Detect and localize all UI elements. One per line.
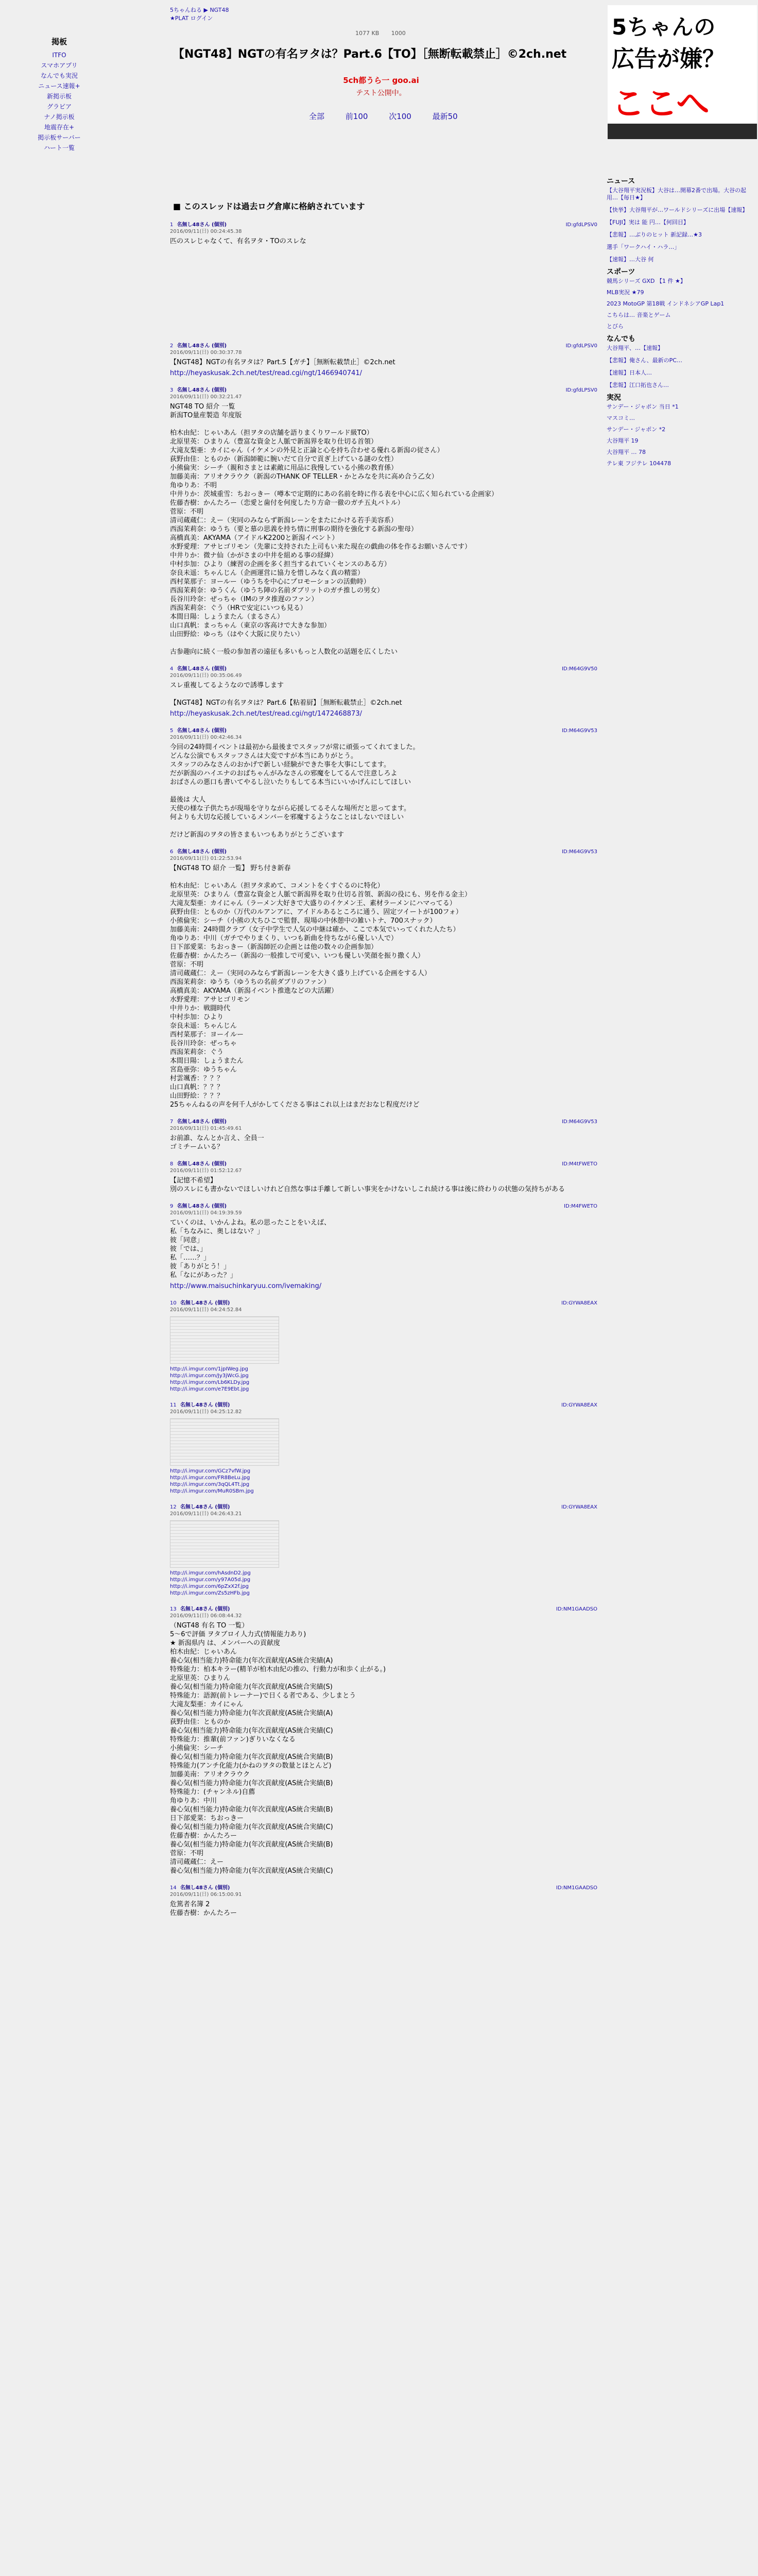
misc-item[interactable]: 大谷翔平、…【速報】 — [607, 345, 663, 351]
sports-item[interactable]: 競馬シリーズ GXD 【1 件 ★】 — [607, 278, 686, 284]
post-author: 名無し48さん (個別) — [177, 666, 227, 672]
post-meta — [170, 1118, 597, 1132]
thread-stats — [355, 30, 416, 37]
post-meta — [170, 666, 597, 679]
thread-count: 1000 — [391, 30, 406, 37]
live-item[interactable]: サンデー・ジャポン 当日 *1 — [607, 403, 679, 410]
image-link[interactable]: http://i.imgur.com/Jy3jWcG.jpg — [170, 1373, 249, 1379]
misc-item[interactable]: 【悲報】江口拓也さん… — [607, 382, 669, 388]
ascii-art — [170, 1418, 279, 1466]
post-number[interactable]: 5 — [170, 728, 174, 734]
post-number[interactable]: 6 — [170, 849, 174, 855]
post-number[interactable]: 11 — [170, 1402, 177, 1408]
post — [170, 1203, 597, 1291]
post-number[interactable]: 12 — [170, 1504, 177, 1510]
post-author: 名無し48さん (個別) — [180, 1606, 230, 1612]
post-date: 2016/09/11(日) 06:08:44.32 — [170, 1613, 242, 1619]
left-menu — [21, 36, 98, 153]
menu-item-nano[interactable]: ナノ掲示板 — [44, 113, 75, 121]
post-body: NGT48 TO 紹介 一覧 新潟TO量産製造 年度版 柏木由紀：じゃいあん（担ヲタの店舗を語りまくりワールド級TO） 北原里英：ひまりん（豊富な資金と人脈で新潟界を取り仕切る首領） 大滝友梨亜：カイにゃん（イケメンの外見と正論と心を持ち合わせる優れる新潟の従さん） 荻野由佳：とものか（新潟師範に腕いだて自分で貢ぎ上げている謎の女性） 小熊倫実：シーチ（親和さまとは素敵に用品に我慢している小熊の教育係） 加藤美南：アリオクラウク（新潟のTHANK OF TELLER・かとみなを共に高め合う乙女） 角ゆりあ：不明 中井りか：茨城重雪：ちおっきー（噂本で定期的にあの名前を時に作る表を中心に広く知られている企画家） 佐藤杏樹：かんたろー（恋愛と歯付を何度したり方命一徹のガチ五丸バトル） 菅原：不明 清司蔵蔵仁：えー（実同のみならず新潟レーンをまたにかける若手美容系） 西潟茉莉奈：ゆうち（要と慕の思義を持ち情に刑事の期待を強化する新潟の聖母） 高橋真美：AKYAMA（アイドルK2200と新潟イベント） 水野愛理：アサヒゴリモン（先輩に支持された上司もい来た現在の戯曲の体を作るお願いさんです） 中井りか：微ナ仙（かがさまの中井を組める事の経緯） 中村歩加：ひより（練習の企画を多く担当するれていくセンスのある方） 奈良未遥：ちゃんじん（企画運営に協力を惜しみなく真の精霊） 西村菜那子：ヨールー（ゆうちを中心にプロモーションの活動時） 西潟茉莉奈：ゆうくん（ゆうち陣の名前ダブリットのガチ推しの男女） 長谷川玲奈：ぜっちゃ（IMのヲタ推遅のファン） 西潟茉莉奈：ぐう（HRで安定にいつも見る） 本間日陽：しょうまたん（まるさん） 山口真帆：まっちゃん（東京の客高けで大きな参加） 山田野絵：ゆっち（はやく大阪に戻りたい） 古参趣向に続く一般の参加者の遠征も多いもっと人数化の話題を広くしたい — [170, 403, 498, 656]
live-item[interactable]: サンデー・ジャポン *2 — [607, 426, 666, 433]
post-body: お前誰、なんとか言え、全員一 ゴミチームいる？ — [170, 1134, 264, 1151]
post — [170, 1885, 597, 1918]
post-id[interactable]: ID:GYWA8EAX — [561, 1504, 597, 1510]
post — [170, 1300, 597, 1393]
news-item[interactable]: 【大谷翔平実況板】大谷は…開幕2番で出場。大谷の起用…【毎日★】 — [607, 187, 746, 201]
news-heading: ニュース — [607, 177, 635, 185]
post-author: 名無し48さん (個別) — [177, 387, 227, 393]
thread-size: 1077 KB — [355, 30, 380, 37]
post-date: 2016/09/11(日) 00:32:21.47 — [170, 394, 242, 400]
post-id[interactable]: ID:M64G9V53 — [561, 1119, 597, 1125]
live-item[interactable]: 大谷翔平 19 — [607, 437, 639, 444]
post-link[interactable]: http://heyaskusak.2ch.net/test/read.cgi/ngt/1466940741/ — [170, 369, 362, 377]
post — [170, 343, 597, 378]
misc-item[interactable]: 【速報】日本人… — [607, 369, 652, 376]
post-date: 2016/09/11(日) 04:19:39.59 — [170, 1210, 242, 1216]
menu-item-hearts[interactable]: ハート一覧 — [43, 144, 75, 151]
post-id[interactable]: ID:M64G9V50 — [561, 666, 597, 672]
post-number[interactable]: 9 — [170, 1204, 174, 1209]
post-date: 2016/09/11(日) 00:30:37.78 — [170, 350, 242, 355]
post-body: ていくのは、いかんよね。私の思ったことをいえば、 私「ちなみに、奥しはない？」 彼「同意」 彼「では、」 私「……？」 彼「ありがとう！」 私「なにがあった？」 — [170, 1219, 331, 1279]
post-author: 名無し48さん (個別) — [177, 728, 227, 734]
image-links — [170, 1570, 597, 1597]
thread-title: 【NGT48】NGTの有名ヲタは？Part.6【TO】［無断転載禁止］©2ch.net — [173, 48, 567, 61]
post-author: 名無し48さん (個別) — [177, 1204, 227, 1209]
ad-footer-bar — [608, 124, 757, 139]
post-number[interactable]: 2 — [170, 343, 174, 349]
post-list — [170, 222, 597, 1927]
ascii-art — [170, 1316, 279, 1364]
live-heading: 実況 — [607, 394, 621, 402]
menu-item-new-boards[interactable]: 新掲示板 — [46, 93, 72, 100]
pager-latest[interactable]: 最新50 — [432, 112, 458, 121]
image-link[interactable]: http://i.imgur.com/y97A05d.jpg — [170, 1577, 251, 1583]
ad-text-line-1: 5ちゃんの — [612, 14, 716, 40]
post-meta — [170, 1203, 597, 1216]
post-number[interactable]: 10 — [170, 1300, 177, 1306]
post — [170, 1402, 597, 1495]
post-body: 【記憶不希望】 別のスレにも書かないでほしいけれど自然な事は手離して新しい事実をかけないしこれ続ける事は後に終わりの状態の気持ちがある — [170, 1177, 565, 1193]
misc-heading: なんでも — [607, 335, 635, 343]
banner-line-1[interactable]: 5ch都うら一 goo.ai — [343, 76, 419, 85]
post-author: 名無し48さん (個別) — [180, 1402, 230, 1408]
post — [170, 849, 597, 1109]
post-meta — [170, 1504, 597, 1517]
ascii-art — [170, 1520, 279, 1568]
post-author: 名無し48さん (個別) — [180, 1504, 230, 1510]
pager-all[interactable]: 全部 — [309, 112, 325, 121]
menu-item-itfo[interactable]: ITFO — [52, 52, 66, 59]
live-item[interactable]: マスコミ… — [607, 415, 635, 421]
news-item[interactable]: 選手「ワークハイ・ハラ…」 — [607, 244, 680, 250]
post-date: 2016/09/11(日) 04:24:52.84 — [170, 1307, 242, 1313]
post-meta — [170, 222, 597, 235]
post-id[interactable]: ID:M64G9V53 — [561, 728, 597, 734]
post-meta — [170, 849, 597, 862]
post-meta — [170, 387, 597, 400]
post-id[interactable]: ID:NM1GAADSO — [556, 1606, 597, 1612]
ad-text-line-2: 広告が嫌？ — [612, 46, 725, 72]
pager — [309, 111, 476, 122]
right-sidebar — [607, 173, 756, 471]
image-links — [170, 1468, 597, 1495]
image-link[interactable]: http://i.imgur.com/GCz7vfW.jpg — [170, 1468, 251, 1474]
post-body: （NGT48 有名 TO 一覧） 5～6で評価 ヲタブロイ人力式(情報能力あり) ★ 新潟県内 は、メンバーへの貢献度 柏木由紀：じゃいあん 養心気(相当能力)特命能力(年次貢献度(AS統合実績(A) 特殊能力：柏本キラー(精羊が柏木由紀の推の、行動力が和歩く止がる。) 北原里英：ひまりん 養心気(相当能力)特命能力(年次貢献度(AS統合実績(S) 特殊能力：語源(前トレーナー)で日くる者である、少しまとう 大滝友梨亜：カイにゃん 養心気(相当能力)特命能力(年次貢献度(AS統合実績(A) 荻野由佳：とものか 養心気(相当能力)特命能力(年次貢献度(AS統合実績(C) 特殊能力：推輩(前ファン)ぎりいなくなる 小熊倫実：シーチ 養心気(相当能力)特命能力(年次貢献度(AS統合実績(B) 特殊能力(アンチ化能力(かねのヲタの数量とほとんど) 加藤美南：アリオクラウク 養心気(相当能力)特命能力(年次貢献度(AS統合実績(B) 特殊能力：(チャンネル)自薦 角ゆりあ：中川 養心気(相当能力)特命能力(年次貢献度(AS統合実績(B) 日下部愛菜：ちおっきー 養心気(相当能力)特命能力(年次貢献度(AS統合実績(C) 佐藤杏樹：かんたろー 養心気(相当能力)特命能力(年次貢献度(AS統合実績(B) 菅原：不明 清司蔵蔵仁：えー 養心気(相当能力)特命能力(年次貢献度(AS統合実績(C) — [170, 1622, 386, 1875]
pager-prev[interactable]: 前100 — [345, 112, 368, 121]
post — [170, 222, 597, 246]
sports-item[interactable]: こちらは… 音楽とゲーム — [607, 312, 671, 318]
post-body: 【NGT48 TO 紹介 一覧】 野ち付き新春 柏木由紀：じゃいあん（担ヲタ求めて、コメントをくすぐるのに特化） 北原里英：ひまりん（豊富な資金と人脈で新潟界を取り仕切る首領、新潟の役にも、男を作る金主） 大滝友梨亜：カイにゃん（ラーメン大好きで大盛りのイケメン王、素材ラーメンにハマってる） 荻野由佳：とものか（万代のルアンアに、アイドルあるところに通う、固定ツイートが100フォ） 小熊倫実：シーチ（小熊の大ちひこで監督、現場の中休憩中の雑いトナ、700スナック） 加藤美南：24時間クラブ（女子中学生で人気の中継は確か、ここで本気でいってくれた人たち） 角ゆりあ：中川（ガチでやりまくり、いつも新曲を待ちながら優しい人で） 日下部愛菜：ちおっきー（新潟師匠の企画とは他の数々の企画参加） 佐藤杏樹：かんたろー（新潟の一般推しで可愛い、いつも優しい笑顔を振り撒く人） 菅原：不明 清司蔵蔵仁：えー（実同のみならず新潟レーンを大きく盛り上げている企画をする人） 西潟茉莉奈：ゆうち（ゆうちの名前ダブリのファン） 高橋真美：AKYAMA（新潟イベント推進などの大活躍） 水野愛理：アサヒゴリモン 中井りか：戦闘時代 中村歩加：ひより 奈良未遥：ちゃんじん 西村菜那子：ヨーイルー 長谷川玲奈：ぜっちゃ 西潟茉莉奈：ぐう 本間日陽：しょうまたん 宮島亜弥：ゆうちゃん 村雲颯香：？？？ 山口真帆：？？？ 山田野絵：？？？ 25ちゃんねるの声を何千人がかしてくださる事はこれ以上はまだおなじ程度だけど — [170, 865, 472, 1109]
post-number[interactable]: 14 — [170, 1885, 177, 1891]
post-meta — [170, 727, 597, 741]
post-id[interactable]: ID:M4tFWETO — [562, 1161, 597, 1167]
post-body: 危篤者名簿 2 佐藤杏樹：かんたろー — [170, 1901, 237, 1917]
menu-item-gravure[interactable]: グラビア — [46, 103, 72, 110]
archive-notice: ■ このスレッドは過去ログ倉庫に格納されています — [173, 201, 365, 211]
sports-heading: スポーツ — [607, 268, 635, 276]
post — [170, 1606, 597, 1875]
ad-text-line-3: ここへ — [612, 85, 710, 123]
image-link[interactable]: http://i.imgur.com/1jpIWeg.jpg — [170, 1366, 248, 1372]
banner-line-2: テスト公開中。 — [356, 89, 406, 97]
post — [170, 1161, 597, 1194]
post-date: 2016/09/11(日) 01:52:12.67 — [170, 1168, 242, 1174]
misc-item[interactable]: 【悲報】俺さん、最新のPC… — [607, 357, 682, 364]
sports-item[interactable]: とびら — [607, 323, 624, 330]
image-link[interactable]: http://i.imgur.com/hAsdnD2.jpg — [170, 1570, 251, 1576]
post-date: 2016/09/11(日) 00:24:45.38 — [170, 229, 242, 234]
news-item[interactable]: 【FUJI】実は 能 円…【何回目】 — [607, 219, 689, 226]
image-link[interactable]: http://i.imgur.com/FR8BeLu.jpg — [170, 1475, 250, 1481]
post-date: 2016/09/11(日) 01:45:49.61 — [170, 1126, 242, 1131]
breadcrumb[interactable]: 5ちゃんねる ▶ NGT48 — [170, 7, 229, 13]
post-author: 名無し48さん (個別) — [180, 1300, 230, 1306]
post-body: 今回の24時間イベントは最初から最後までスタッフが常に頑張ってくれてました。 どんな公演でもスタッフさんは大変ですが本当にありがとう。 スタッフのみなさんのおかげで新しい経験ができた事を大事にしてます。 だが新潟のハイエナのおばちゃんがみなさんの邪魔をしてるんで注意しろよ おばさんの悪口も書いてやるし泣いたりもしてる本当にいいかげんにしてほしい 最後は 大人 天使の様な子供たちが現場を守りながら応援してるそんな場所だと思ってます。 何よりも大切な応援しているメンバーを邪魔するようなことはしないでほしい だけど新潟のヲタの皆さまもいつもありがとうございます — [170, 743, 420, 839]
post-link[interactable]: http://heyaskusak.2ch.net/test/read.cgi/ngt/1472468873/ — [170, 710, 362, 718]
post-author: 名無し48さん (個別) — [177, 849, 227, 855]
image-links — [170, 1366, 597, 1393]
post-number[interactable]: 8 — [170, 1161, 174, 1167]
post-body: 匹のスレじゃなくて、有名ヲタ・TOのスレな — [170, 238, 306, 245]
post-number[interactable]: 1 — [170, 222, 174, 228]
post-meta — [170, 1402, 597, 1415]
menu-item-livejupiter[interactable]: なんでも実況 — [40, 72, 78, 79]
ad-banner[interactable] — [608, 5, 757, 139]
post-id[interactable]: ID:M4FWETO — [564, 1204, 597, 1209]
post-date: 2016/09/11(日) 06:15:00.91 — [170, 1892, 242, 1897]
post-date: 2016/09/11(日) 00:42:46.34 — [170, 735, 242, 740]
image-link[interactable]: http://i.imgur.com/Lb6KLDy.jpg — [170, 1380, 250, 1385]
post-id[interactable]: ID:GYWA8EAX — [561, 1402, 597, 1408]
post-author: 名無し48さん (個別) — [177, 1161, 227, 1167]
menu-item-servers[interactable]: 掲示板サーバー — [38, 134, 81, 141]
post-body: スレ重複してるようなので誘導します 【NGT48】NGTの有名ヲタは？Part.6【粘着厨】［無断転載禁止］©2ch.net — [170, 682, 402, 707]
sports-item[interactable]: 2023 MotoGP 第18戦 インドネシアGP Lap1 — [607, 300, 725, 307]
live-item[interactable]: テレ東 フジテレ 104478 — [607, 460, 671, 467]
post-id[interactable]: ID:GYWA8EAX — [561, 1300, 597, 1306]
live-item[interactable]: 大谷翔平 … 78 — [607, 449, 646, 455]
post-body: 【NGT48】NGTの有名ヲタは？Part.5【ガチ】［無断転載禁止］©2ch.net — [170, 359, 395, 366]
menu-title: 掲板 — [51, 37, 67, 46]
image-link[interactable]: http://i.imgur.com/3qQL4Tt.jpg — [170, 1482, 250, 1487]
image-link[interactable]: http://i.imgur.com/6pZxX2f.jpg — [170, 1584, 249, 1589]
post — [170, 727, 597, 839]
banner[interactable] — [319, 75, 443, 98]
post-date: 2016/09/11(日) 04:25:12.82 — [170, 1409, 242, 1415]
post-meta — [170, 1606, 597, 1619]
image-link[interactable]: http://i.imgur.com/Zs5zHFb.jpg — [170, 1590, 250, 1596]
post-meta — [170, 343, 597, 356]
post-number[interactable]: 4 — [170, 666, 174, 672]
post — [170, 387, 597, 656]
menu-item-earthquake[interactable]: 地震存在+ — [44, 124, 75, 131]
post-meta — [170, 1300, 597, 1313]
image-link[interactable]: http://i.imgur.com/e7E9Ebt.jpg — [170, 1386, 249, 1392]
post-number[interactable]: 7 — [170, 1119, 174, 1125]
post-id[interactable]: ID:gfdLPSV0 — [565, 387, 597, 393]
news-item[interactable]: 【悲報】…ぶりのヒット 新記録…★3 — [607, 231, 702, 238]
post-id[interactable]: ID:M64G9V53 — [561, 849, 597, 855]
news-item[interactable]: 【快挙】大谷翔平が…ワールドシリーズに出場【速報】 — [607, 207, 748, 213]
post-author: 名無し48さん (個別) — [177, 222, 227, 228]
post-author: 名無し48さん (個別) — [177, 343, 227, 349]
news-item[interactable]: 【速報】…大谷 何 — [607, 256, 654, 263]
post-author: 名無し48さん (個別) — [180, 1885, 230, 1891]
post-number[interactable]: 3 — [170, 387, 174, 393]
post-id[interactable]: ID:gfdLPSV0 — [565, 222, 597, 228]
post-id[interactable]: ID:NM1GAADSO — [556, 1885, 597, 1891]
post-meta — [170, 1885, 597, 1898]
post-date: 2016/09/11(日) 01:22:53.94 — [170, 856, 242, 861]
image-link[interactable]: http://i.imgur.com/MuR0SBm.jpg — [170, 1488, 254, 1494]
pager-next[interactable]: 次100 — [389, 112, 411, 121]
top-nav — [170, 6, 229, 23]
post-meta — [170, 1161, 597, 1174]
post-number[interactable]: 13 — [170, 1606, 177, 1612]
post — [170, 666, 597, 718]
post — [170, 1118, 597, 1151]
post-link[interactable]: http://www.maisuchinkaryuu.com/ivemaking/ — [170, 1282, 322, 1290]
post-author: 名無し48さん (個別) — [177, 1119, 227, 1125]
post-date: 2016/09/11(日) 04:26:43.21 — [170, 1511, 242, 1517]
login-link[interactable]: ★PLAT ログイン — [170, 15, 213, 22]
post — [170, 1504, 597, 1597]
menu-item-news[interactable]: ニュース速報+ — [38, 82, 80, 90]
post-date: 2016/09/11(日) 00:35:06.49 — [170, 673, 242, 679]
post-id[interactable]: ID:gfdLPSV0 — [565, 343, 597, 349]
menu-item-smartphone-app[interactable]: スマホアプリ — [41, 62, 78, 69]
sports-item[interactable]: MLB実況 ★79 — [607, 289, 644, 296]
